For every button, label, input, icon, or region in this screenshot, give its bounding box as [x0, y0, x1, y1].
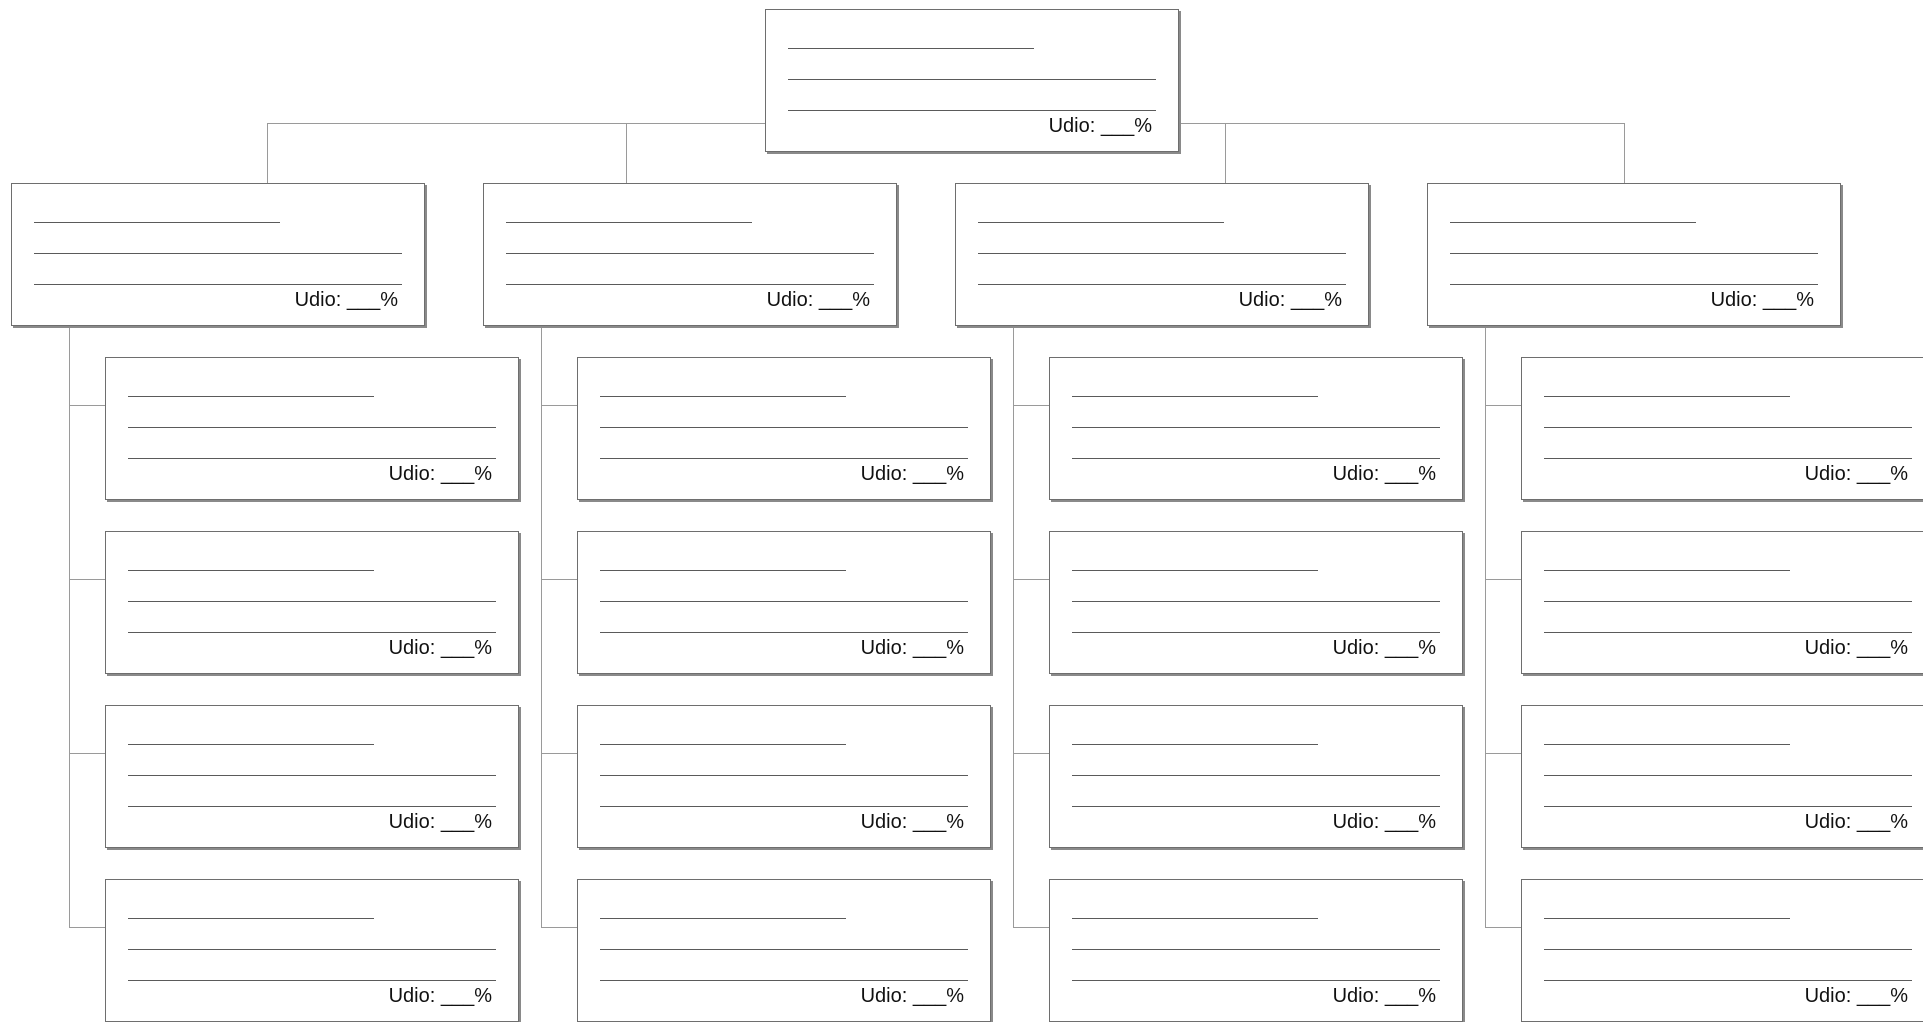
name-field-line	[1544, 570, 1790, 571]
name-field-line	[1072, 744, 1318, 745]
name-field-line	[128, 744, 374, 745]
subsidiary-3-child-box-1	[1049, 357, 1463, 500]
subsidiary-box-2	[483, 183, 897, 326]
connector-line	[1013, 579, 1049, 580]
name-field-line	[788, 48, 1034, 49]
share-percentage-label: Udio: ___%	[388, 811, 492, 833]
connector-line	[1013, 326, 1014, 928]
connector-line	[69, 326, 70, 928]
name-field-line	[1544, 918, 1790, 919]
connector-line	[1013, 753, 1049, 754]
detail-field-line	[978, 284, 1346, 285]
subsidiary-box-1	[11, 183, 425, 326]
detail-field-line	[1544, 775, 1912, 776]
detail-field-line	[128, 632, 496, 633]
subsidiary-4-child-box-2	[1521, 531, 1923, 674]
detail-field-line	[1450, 253, 1818, 254]
connector-line	[1485, 579, 1521, 580]
subsidiary-3-child-box-2	[1049, 531, 1463, 674]
connector-line	[1485, 927, 1521, 928]
subsidiary-3-child-box-3	[1049, 705, 1463, 848]
detail-field-line	[1544, 427, 1912, 428]
subsidiary-1-child-box-3	[105, 705, 519, 848]
share-percentage-label: Udio: ___%	[1804, 811, 1908, 833]
share-percentage-label: Udio: ___%	[860, 811, 964, 833]
root-company-box	[765, 9, 1179, 152]
name-field-line	[128, 570, 374, 571]
connector-line	[1624, 123, 1625, 183]
share-percentage-label: Udio: ___%	[1332, 811, 1436, 833]
name-field-line	[128, 396, 374, 397]
detail-field-line	[1072, 458, 1440, 459]
connector-line	[69, 405, 105, 406]
name-field-line	[128, 918, 374, 919]
detail-field-line	[128, 949, 496, 950]
detail-field-line	[1544, 632, 1912, 633]
detail-field-line	[1072, 949, 1440, 950]
share-percentage-label: Udio: ___%	[388, 463, 492, 485]
detail-field-line	[978, 253, 1346, 254]
share-percentage-label: Udio: ___%	[388, 985, 492, 1007]
subsidiary-2-child-box-1	[577, 357, 991, 500]
share-percentage-label: Udio: ___%	[1048, 115, 1152, 137]
subsidiary-1-child-box-4	[105, 879, 519, 1022]
name-field-line	[1450, 222, 1696, 223]
detail-field-line	[1450, 284, 1818, 285]
detail-field-line	[1072, 775, 1440, 776]
subsidiary-1-child-box-2	[105, 531, 519, 674]
connector-line	[541, 927, 577, 928]
detail-field-line	[128, 980, 496, 981]
share-percentage-label: Udio: ___%	[1804, 985, 1908, 1007]
detail-field-line	[128, 806, 496, 807]
detail-field-line	[788, 79, 1156, 80]
name-field-line	[978, 222, 1224, 223]
share-percentage-label: Udio: ___%	[1332, 985, 1436, 1007]
connector-line	[1013, 927, 1049, 928]
detail-field-line	[600, 427, 968, 428]
detail-field-line	[128, 601, 496, 602]
subsidiary-2-child-box-3	[577, 705, 991, 848]
name-field-line	[506, 222, 752, 223]
subsidiary-2-child-box-2	[577, 531, 991, 674]
name-field-line	[600, 744, 846, 745]
connector-line	[541, 753, 577, 754]
name-field-line	[1072, 396, 1318, 397]
share-percentage-label: Udio: ___%	[1332, 463, 1436, 485]
detail-field-line	[600, 632, 968, 633]
name-field-line	[34, 222, 280, 223]
detail-field-line	[34, 284, 402, 285]
name-field-line	[600, 396, 846, 397]
detail-field-line	[128, 458, 496, 459]
subsidiary-2-child-box-4	[577, 879, 991, 1022]
connector-line	[626, 123, 627, 183]
detail-field-line	[128, 775, 496, 776]
connector-line	[1485, 753, 1521, 754]
detail-field-line	[1072, 806, 1440, 807]
subsidiary-box-4	[1427, 183, 1841, 326]
detail-field-line	[506, 253, 874, 254]
detail-field-line	[600, 980, 968, 981]
connector-line	[1485, 405, 1521, 406]
share-percentage-label: Udio: ___%	[1332, 637, 1436, 659]
detail-field-line	[34, 253, 402, 254]
share-percentage-label: Udio: ___%	[860, 985, 964, 1007]
detail-field-line	[600, 949, 968, 950]
share-percentage-label: Udio: ___%	[766, 289, 870, 311]
detail-field-line	[1544, 601, 1912, 602]
connector-line	[1485, 326, 1486, 928]
detail-field-line	[1072, 601, 1440, 602]
detail-field-line	[1544, 806, 1912, 807]
subsidiary-4-child-box-4	[1521, 879, 1923, 1022]
share-percentage-label: Udio: ___%	[1238, 289, 1342, 311]
share-percentage-label: Udio: ___%	[1804, 463, 1908, 485]
detail-field-line	[1072, 632, 1440, 633]
connector-line	[541, 579, 577, 580]
connector-line	[69, 579, 105, 580]
subsidiary-4-child-box-1	[1521, 357, 1923, 500]
connector-line	[267, 123, 268, 183]
connector-line	[69, 927, 105, 928]
detail-field-line	[1544, 458, 1912, 459]
name-field-line	[1072, 570, 1318, 571]
name-field-line	[600, 918, 846, 919]
detail-field-line	[1072, 427, 1440, 428]
detail-field-line	[1544, 949, 1912, 950]
subsidiary-4-child-box-3	[1521, 705, 1923, 848]
connector-line	[1013, 405, 1049, 406]
detail-field-line	[788, 110, 1156, 111]
share-percentage-label: Udio: ___%	[1710, 289, 1814, 311]
detail-field-line	[600, 458, 968, 459]
subsidiary-1-child-box-1	[105, 357, 519, 500]
connector-line	[1225, 123, 1226, 183]
share-percentage-label: Udio: ___%	[388, 637, 492, 659]
detail-field-line	[600, 806, 968, 807]
detail-field-line	[506, 284, 874, 285]
name-field-line	[1544, 744, 1790, 745]
name-field-line	[1072, 918, 1318, 919]
subsidiary-box-3	[955, 183, 1369, 326]
name-field-line	[1544, 396, 1790, 397]
share-percentage-label: Udio: ___%	[1804, 637, 1908, 659]
detail-field-line	[128, 427, 496, 428]
detail-field-line	[600, 775, 968, 776]
subsidiary-3-child-box-4	[1049, 879, 1463, 1022]
detail-field-line	[1072, 980, 1440, 981]
share-percentage-label: Udio: ___%	[860, 637, 964, 659]
detail-field-line	[600, 601, 968, 602]
connector-line	[541, 326, 542, 928]
share-percentage-label: Udio: ___%	[294, 289, 398, 311]
name-field-line	[600, 570, 846, 571]
connector-line	[69, 753, 105, 754]
detail-field-line	[1544, 980, 1912, 981]
connector-line	[541, 405, 577, 406]
share-percentage-label: Udio: ___%	[860, 463, 964, 485]
